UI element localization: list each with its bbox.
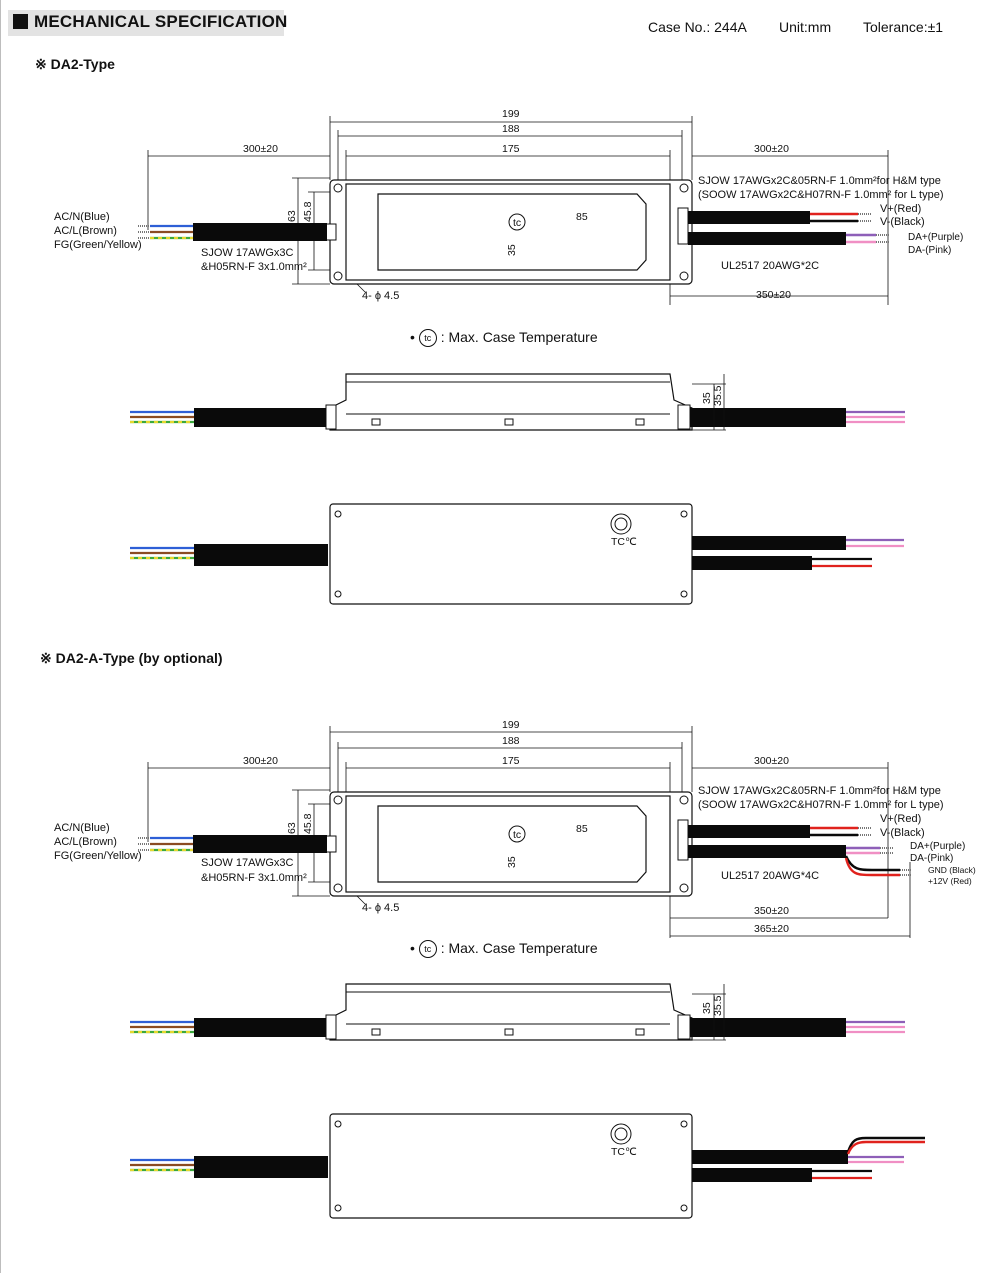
dc-label-minus-b: V-(Black)	[880, 827, 925, 839]
dim-label-plus-b: DA+(Purple)	[910, 841, 966, 852]
dim-45-8: 45.8	[302, 201, 314, 222]
dc-label-plus-b: V+(Red)	[880, 813, 922, 825]
section-b-top-view	[0, 712, 1000, 942]
label-stamp-b: TC℃	[611, 1146, 637, 1158]
dim-350: 350±20	[756, 289, 791, 301]
height-35-5-b: 35.5	[712, 995, 724, 1016]
dim-85: 85	[576, 211, 588, 223]
ac-label-n: AC/N(Blue)	[54, 211, 110, 223]
input-cable-1: SJOW 17AWGx3C	[201, 247, 294, 259]
section-b-title: ※ DA2-A-Type (by optional)	[40, 650, 223, 666]
input-cable-2: &H05RN-F 3x1.0mm²	[201, 261, 307, 273]
dim-350-b: 350±20	[754, 905, 789, 917]
mounting-holes: 4- ϕ 4.5	[362, 290, 400, 302]
dim-199: 199	[502, 108, 520, 120]
output-cable-1-b: SJOW 17AWGx2C&05RN-F 1.0mm²for H&M type	[698, 785, 941, 797]
output-cable-2: (SOOW 17AWGx2C&H07RN-F 1.0mm² for L type)	[698, 189, 944, 201]
section-a-bottom-view	[0, 500, 1000, 610]
dim-175: 175	[502, 143, 520, 155]
case-number: Case No.: 244A	[648, 19, 747, 35]
tolerance: Tolerance:±1	[863, 19, 944, 35]
tc-circle-icon: tc	[419, 329, 437, 347]
output-cable-2-b: (SOOW 17AWGx2C&H07RN-F 1.0mm² for L type)	[698, 799, 944, 811]
dim-63: 63	[286, 210, 298, 222]
dim-label-minus-b: DA-(Pink)	[910, 853, 954, 864]
input-cable-2-b: &H05RN-F 3x1.0mm²	[201, 872, 307, 884]
header-square-icon	[13, 14, 28, 29]
dim-300-left: 300±20	[243, 143, 278, 155]
height-35-b: 35	[701, 1002, 713, 1014]
section-a-top-view	[0, 100, 1000, 320]
output-cable-1: SJOW 17AWGx2C&05RN-F 1.0mm²for H&M type	[698, 175, 941, 187]
height-35: 35	[701, 392, 713, 404]
unit: Unit:mm	[779, 19, 832, 35]
dc-label-plus: V+(Red)	[880, 203, 922, 215]
dim-label-plus: DA+(Purple)	[908, 232, 964, 243]
dim-63-b: 63	[286, 822, 298, 834]
ul-cable-b: UL2517 20AWG*4C	[721, 870, 820, 882]
dim-35-b: 35	[506, 856, 518, 868]
dc-label-minus: V-(Black)	[880, 216, 925, 228]
dim-300-left-b: 300±20	[243, 755, 278, 767]
dim-300-right: 300±20	[754, 143, 789, 155]
dim-188-b: 188	[502, 735, 520, 747]
label-stamp: TC℃	[611, 536, 637, 548]
dim-85-b: 85	[576, 823, 588, 835]
ac-label-l-b: AC/L(Brown)	[54, 836, 117, 848]
ac-label-n-b: AC/N(Blue)	[54, 822, 110, 834]
tc-legend: • tc : Max. Case Temperature	[410, 329, 598, 347]
ul-cable: UL2517 20AWG*2C	[721, 260, 820, 272]
ac-label-fg: FG(Green/Yellow)	[54, 239, 142, 251]
mounting-holes-b: 4- ϕ 4.5	[362, 902, 400, 914]
section-b-bottom-view	[0, 1110, 1000, 1225]
svg-text:tc: tc	[513, 829, 522, 841]
tc-circle-icon-b: tc	[419, 940, 437, 958]
section-b-side-view	[0, 980, 1000, 1050]
dim-365-b: 365±20	[754, 923, 789, 935]
dim-199-b: 199	[502, 719, 520, 731]
height-35-5: 35.5	[712, 385, 724, 406]
page-title: MECHANICAL SPECIFICATION	[34, 12, 288, 31]
aux-label-12v: +12V (Red)	[928, 876, 972, 886]
dim-188: 188	[502, 123, 520, 135]
dim-300-right-b: 300±20	[754, 755, 789, 767]
tc-legend-b: • tc : Max. Case Temperature	[410, 940, 598, 958]
dim-label-minus: DA-(Pink)	[908, 245, 952, 256]
dim-35: 35	[506, 244, 518, 256]
section-a-title: ※ DA2-Type	[35, 56, 115, 72]
svg-text:tc: tc	[513, 217, 522, 229]
dim-45-8-b: 45.8	[302, 813, 314, 834]
ac-label-fg-b: FG(Green/Yellow)	[54, 850, 142, 862]
ac-label-l: AC/L(Brown)	[54, 225, 117, 237]
section-a-side-view	[0, 370, 1000, 440]
aux-label-gnd: GND (Black)	[928, 865, 976, 875]
dim-175-b: 175	[502, 755, 520, 767]
input-cable-1-b: SJOW 17AWGx3C	[201, 857, 294, 869]
